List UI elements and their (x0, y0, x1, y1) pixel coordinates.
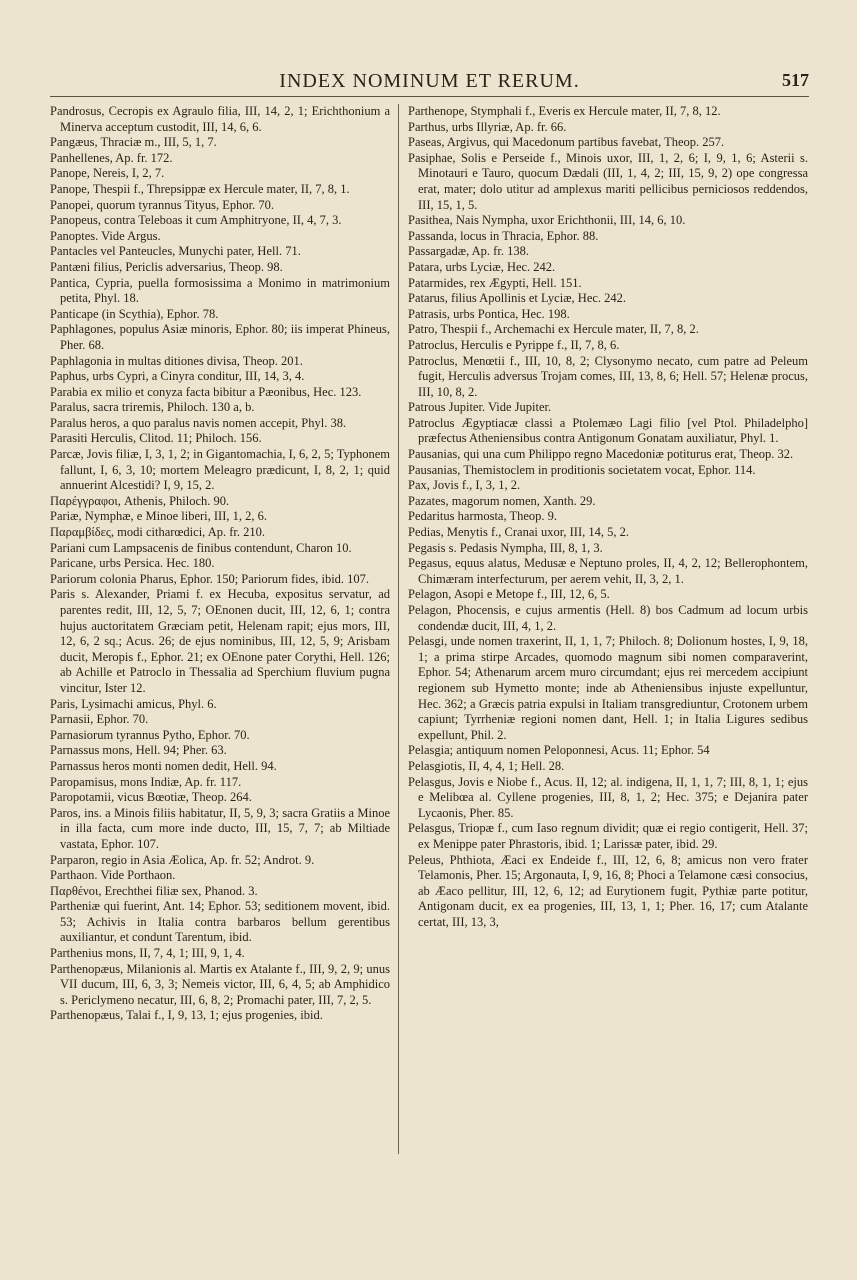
index-entry: Pelasgus, Triopæ f., cum Iaso regnum dividit; quæ ei regio contigerit, Hell. 37; ex Menippe pater Phrastoris, ibid. 1; Larissæ pater, ibid. 29. (408, 821, 808, 851)
index-entry: Paphlagones, populus Asiæ minoris, Ephor. 80; iis imperat Phineus, Pher. 68. (50, 322, 390, 352)
index-entry: Paralus, sacra triremis, Philoch. 130 a, b. (50, 400, 255, 415)
index-entry: Patara, urbs Lyciæ, Hec. 242. (408, 259, 556, 274)
index-entry: Paropotamii, vicus Bœotiæ, Theop. 264. (50, 790, 252, 805)
index-entry: Passargadæ, Ap. fr. 138. (408, 244, 529, 259)
index-entry: Parthenopæus, Milanionis al. Martis ex Atalante f., III, 9, 2, 9; unus VII ducum, III, 6, 3, 3; Nemeis victor, III, 6, 4, 5; ab Amphidico s. Periclymeno necatur, III, 6, 8, 2; Promachi pater, III, 7, 2, 5. (50, 961, 390, 1007)
index-entry: Patarmides, rex Ægypti, Hell. 151. (408, 275, 582, 290)
index-entry: Parthaon. Vide Porthaon. (50, 868, 176, 883)
index-column-right (408, 104, 808, 930)
index-entry: Pausanias, qui una cum Philippo regno Macedoniæ potiturus erat, Theop. 32. (408, 447, 794, 462)
index-entry: Παρέγγραφοι, Athenis, Philoch. 90. (50, 493, 230, 508)
index-entry: Pelasgia; antiquum nomen Peloponnesi, Acus. 11; Ephor. 54 (408, 743, 710, 758)
index-entry: Pelagon, Phocensis, e cujus armentis (Hell. 8) bos Cadmum ad locum urbis condendæ ducit, III, 4, 1, 2. (408, 603, 808, 633)
index-entry: Παρθένοι, Erechthei filiæ sex, Phanod. 3. (50, 883, 258, 898)
index-entry: Panope, Nereis, I, 2, 7. (50, 166, 165, 181)
index-entry: Parnasiorum tyrannus Pytho, Ephor. 70. (50, 727, 250, 742)
index-entry: Pelasgi, unde nomen traxerint, II, 1, 1, 7; Philoch. 8; Dolionum hostes, I, 9, 18, 1; a prima stirpe Arcades, quomodo magnum sibi nomen comparaverint, Ephor. 54; Athenarum arcem muro circumdant; ejus rei mercedem accipiunt regionem sub Hymetto monte; inde ab Atheniensibus injuste expelluntur, Hec. 362; a Græcis patria expulsi in Italiam transgrediuntur, Crotonem urbem capiunt; Tyrrheniæ regioni nomen dant, Hell. 1; in Italia Ligures sedibus expellunt, Phil. 2. (408, 634, 808, 742)
index-entry: Paris s. Alexander, Priami f. ex Hecuba, expositus servatur, ad parentes redit, III, 12, 5, 7; OEnonen ducit, III, 12, 6, 1; contra hujus auctoritatem Græciam petit, Helenam rapit; ejus mors, III, 12, 6, 2 sq.; Acus. 26; de ejus nominibus, III, 12, 5, 9; Arisbam ducit, Meropis f., Ephor. 21; ex OEnone pater Corythi, Hell. 126; ab Achille et Patroclo in Thessalia ad Sperchium fluvium pugna vincitur, Ister 12. (50, 587, 390, 695)
index-entry: Pausanias, Themistoclem in proditionis societatem vocat, Ephor. 114. (408, 462, 756, 477)
index-entry: Paris, Lysimachi amicus, Phyl. 6. (50, 696, 217, 711)
index-entry: Παραμβίδες, modi citharœdici, Ap. fr. 210. (50, 525, 266, 540)
index-entry: Patrasis, urbs Pontica, Hec. 198. (408, 306, 570, 321)
index-entry: Pedaritus harmosta, Theop. 9. (408, 509, 558, 524)
index-entry: Paphlagonia in multas ditiones divisa, Theop. 201. (50, 353, 303, 368)
index-entry: Paseas, Argivus, qui Macedonum partibus favebat, Theop. 257. (408, 135, 725, 150)
index-entry: Parnassus heros monti nomen dedit, Hell. 94. (50, 758, 277, 773)
index-entry: Pelasgiotis, II, 4, 4, 1; Hell. 28. (408, 758, 565, 773)
index-entry: Pariani cum Lampsacenis de finibus contendunt, Charon 10. (50, 540, 352, 555)
index-entry: Paphus, urbs Cypri, a Cinyra conditur, III, 14, 3, 4. (50, 369, 305, 384)
index-entry: Pantica, Cypria, puella formosissima a Monimo in matrimonium petita, Phyl. 18. (50, 275, 390, 306)
index-entry: Patrous Jupiter. Vide Jupiter. (408, 400, 552, 415)
index-entry: Paralus heros, a quo paralus navis nomen accepit, Phyl. 38. (50, 415, 347, 430)
index-entry: Pandrosus, Cecropis ex Agraulo filia, III, 14, 2, 1; Erichthonium a Minerva acceptum custodit, III, 14, 6, 6. (50, 104, 390, 134)
index-entry: Panopeus, contra Teleboas it cum Amphitryone, II, 4, 7, 3. (50, 213, 342, 228)
index-entry: Parnassus mons, Hell. 94; Pher. 63. (50, 743, 227, 758)
index-entry: Partheniæ qui fuerint, Ant. 14; Ephor. 53; seditionem movent, ibid. 53; Achivis in Italia contra barbaros bellum gerentibus auxiliantur, et condunt Tarentum, ibid. (50, 899, 390, 945)
index-entry: Parthus, urbs Illyriæ, Ap. fr. 66. (408, 119, 567, 134)
index-entry: Pariorum colonia Pharus, Ephor. 150; Pariorum fides, ibid. 107. (50, 571, 370, 586)
index-entry: Pasiphae, Solis e Perseide f., Minois uxor, III, 1, 2, 6; I, 9, 1, 6; Asterii s. Minotauri e Tauro, quocum Dædali (III, 1, 4, 2; III, 15, 9, 2) ope congressa erat, mater; dolo utitur ad amplexus mariti pellicibus perniciosos reddendos, III, 15, 1, 5. (408, 150, 808, 212)
index-entry: Patarus, filius Apollinis et Lyciæ, Hec. 242. (408, 291, 627, 306)
index-entry: Parabia ex milio et conyza facta bibitur a Pæonibus, Hec. 123. (50, 384, 362, 399)
index-entry: Parnasii, Ephor. 70. (50, 712, 149, 727)
page-header (50, 64, 809, 97)
index-entry: Pelagon, Asopi e Metope f., III, 12, 6, 5. (408, 587, 610, 602)
index-entry: Panopei, quorum tyrannus Tityus, Ephor. 70. (50, 197, 274, 212)
index-entry: Parthenius mons, II, 7, 4, 1; III, 9, 1, 4. (50, 946, 245, 961)
index-entry: Panope, Thespii f., Threpsippæ ex Hercule mater, II, 7, 8, 1. (50, 181, 350, 196)
index-entry: Parparon, regio in Asia Æolica, Ap. fr. 52; Androt. 9. (50, 852, 315, 867)
index-entry: Parcæ, Jovis filiæ, I, 3, 1, 2; in Gigantomachia, I, 6, 2, 5; Typhonem fallunt, I, 6, 3, 10; mortem Meleagro prædicunt, I, 8, 2, 1; quid annuerint Alcestidi? I, 9, 15, 2. (50, 447, 390, 493)
index-entry: Pangæus, Thraciæ m., III, 5, 1, 7. (50, 135, 217, 150)
index-entry: Pegasus, equus alatus, Medusæ e Neptuno proles, II, 4, 2, 12; Bellerophontem, Chimæram interfecturum, per aerem vehit, II, 3, 2, 1. (408, 556, 808, 586)
index-entry: Passanda, locus in Thracia, Ephor. 88. (408, 228, 599, 243)
index-entry: Parasiti Herculis, Clitod. 11; Philoch. 156. (50, 431, 262, 446)
index-entry: Pantacles vel Panteucles, Munychi pater, Hell. 71. (50, 244, 301, 259)
index-entry: Pax, Jovis f., I, 3, 1, 2. (408, 478, 521, 493)
column-divider (398, 104, 399, 1154)
page-title: INDEX NOMINUM ET RERUM. (279, 70, 580, 92)
index-entry: Peleus, Phthiota, Æaci ex Endeide f., III, 12, 6, 8; amicus non vero frater Telamonis, Pher. 15; Argonauta, I, 9, 16, 8; Phoci a Telamone cæsi consocius, ab Æaco pellitur, III, 12, 6, 12; ad Eurytionem fugit, Pythiæ parte potitur, Antigonam ducit, ex ea progenies, III, 13, 1, 1; Pher. 16, 17; cum Atalante certat, III, 13, 3, (408, 852, 808, 929)
page-number: 517 (782, 70, 809, 90)
index-entry: Panhellenes, Ap. fr. 172. (50, 150, 173, 165)
index-entry: Pasithea, Nais Nympha, uxor Erichthonii, III, 14, 6, 10. (408, 213, 686, 228)
index-entry: Panoptes. Vide Argus. (50, 228, 161, 243)
index-entry: Pantæni filius, Periclis adversarius, Theop. 98. (50, 259, 283, 274)
index-column-left (50, 104, 390, 1024)
index-entry: Pegasis s. Pedasis Nympha, III, 8, 1, 3. (408, 540, 603, 555)
index-entry: Patro, Thespii f., Archemachi ex Hercule mater, II, 7, 8, 2. (408, 322, 699, 337)
index-entry: Pariæ, Nymphæ, e Minoe liberi, III, 1, 2, 6. (50, 509, 267, 524)
index-entry: Parthenope, Stymphali f., Everis ex Hercule mater, II, 7, 8, 12. (408, 104, 721, 118)
index-entry: Pelasgus, Jovis e Niobe f., Acus. II, 12; al. indigena, II, 1, 1, 7; III, 8, 1, 1; ejus e Melibœa al. Cyllene progenies, III, 8, 1, 2; Hec. 375; e Dejanira pater Lycaonis, Pher. 85. (408, 774, 808, 820)
index-entry: Parthenopæus, Talai f., I, 9, 13, 1; ejus progenies, ibid. (50, 1008, 323, 1023)
index-entry: Paricane, urbs Persica. Hec. 180. (50, 556, 215, 571)
index-entry: Patroclus, Menœtii f., III, 10, 8, 2; Clysonymo necato, cum patre ad Peleum fugit, Herculis adversus Trojam comes, III, 13, 8, 6; Hell. 57; Helenæ procus, III, 10, 8, 2. (408, 353, 808, 399)
index-entry: Panticape (in Scythia), Ephor. 78. (50, 306, 219, 321)
index-entry: Pedias, Menytis f., Cranai uxor, III, 14, 5, 2. (408, 525, 629, 540)
index-entry: Patroclus, Herculis e Pyrippe f., II, 7, 8, 6. (408, 337, 620, 352)
index-entry: Paros, ins. a Minois filiis habitatur, II, 5, 9, 3; sacra Gratiis a Minoe in illa facta, cum more inde ducto, III, 15, 7, 7; ab Miltiade vastata, Ephor. 107. (50, 805, 390, 851)
index-entry: Pazates, magorum nomen, Xanth. 29. (408, 493, 596, 508)
index-entry: Paropamisus, mons Indiæ, Ap. fr. 117. (50, 774, 242, 789)
index-entry: Patroclus Ægyptiacæ classi a Ptolemæo Lagi filio [vel Ptol. Philadelpho] præfectus Atheniensibus contra Antigonum Gonatam auxiliatur, Phyl. 1. (408, 415, 808, 446)
